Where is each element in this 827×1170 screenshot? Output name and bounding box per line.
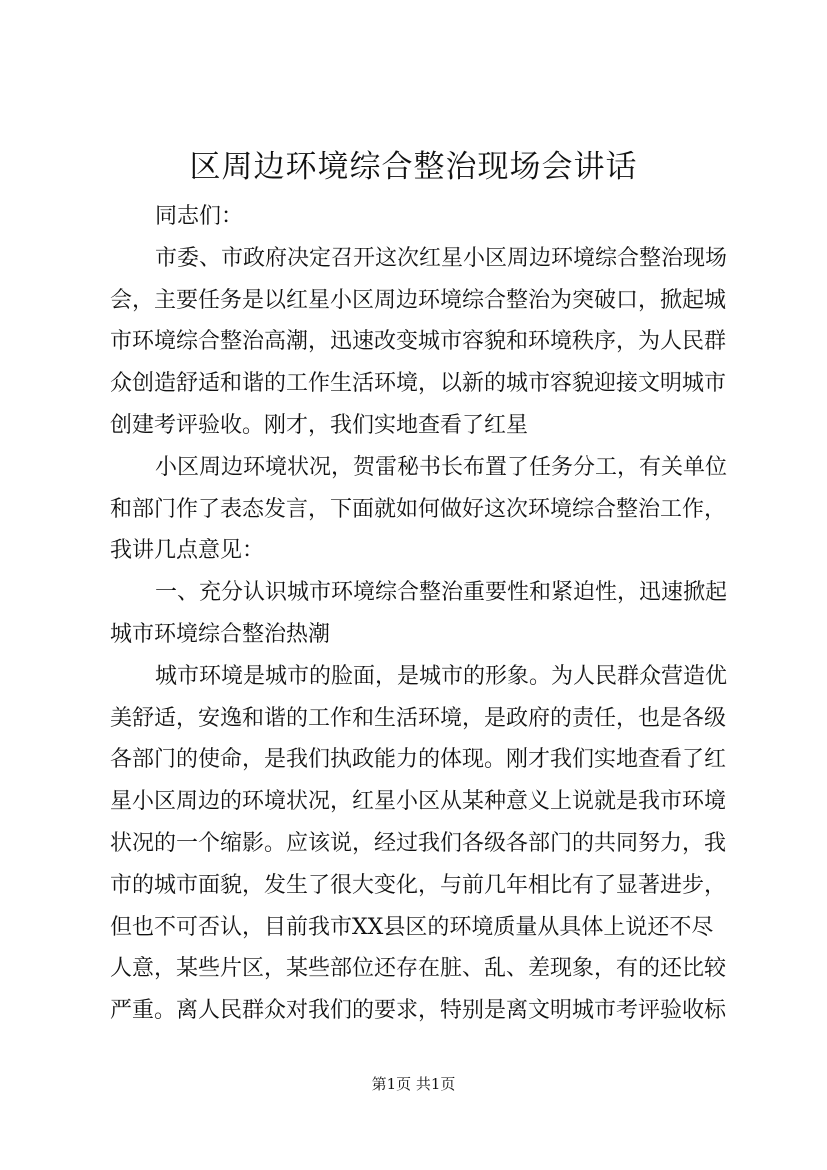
text-line: 众创造舒适和谐的工作生活环境，以新的城市容貌迎接文明城市: [110, 371, 727, 397]
text-line: 人意，某些片区，某些部位还存在脏、乱、差现象，有的还比较: [110, 956, 727, 982]
page-footer: 第1页 共1页: [371, 1075, 456, 1093]
section-heading-line: 城市环境综合整治热潮: [110, 621, 331, 647]
text-line: 市环境综合整治高潮，迅速改变城市容貌和环境秩序，为人民群: [110, 329, 727, 355]
text-line: 会，主要任务是以红星小区周边环境综合整治为突破口，掀起城: [110, 287, 727, 313]
text-line: 状况的一个缩影。应该说，经过我们各级各部门的共同努力，我: [110, 830, 727, 856]
text-line: 城市环境是城市的脸面，是城市的形象。为人民群众营造优: [155, 663, 728, 689]
text-line: 星小区周边的环境状况，红星小区从某种意义上说就是我市环境: [110, 789, 727, 815]
text-line: 美舒适，安逸和谐的工作和生活环境，是政府的责任，也是各级: [110, 705, 727, 731]
section-heading-line: 一、充分认识城市环境综合整治重要性和紧迫性，迅速掀起: [155, 580, 728, 606]
text-line: 但也不可否认，目前我市XX县区的环境质量从具体上说还不尽: [110, 914, 714, 940]
page-title: 区周边环境综合整治现场会讲话: [189, 149, 638, 185]
text-line: 创建考评验收。刚才，我们实地查看了红星: [110, 412, 529, 438]
text-line: 市的城市面貌，发生了很大变化，与前几年相比有了显著进步，: [110, 872, 727, 898]
text-line: 和部门作了表态发言，下面就如何做好这次环境综合整治工作，: [110, 496, 727, 522]
text-line: 严重。离人民群众对我们的要求，特别是离文明城市考评验收标: [110, 998, 727, 1024]
text-line: 小区周边环境状况，贺雷秘书长布置了任务分工，有关单位: [155, 454, 728, 480]
text-line: 各部门的使命，是我们执政能力的体现。刚才我们实地查看了红: [110, 747, 727, 773]
text-line: 我讲几点意见：: [110, 538, 265, 564]
document-body: [110, 196, 728, 1032]
salutation-line: 同志们：: [155, 204, 244, 229]
text-line: 市委、市政府决定召开这次红星小区周边环境综合整治现场: [155, 245, 728, 271]
